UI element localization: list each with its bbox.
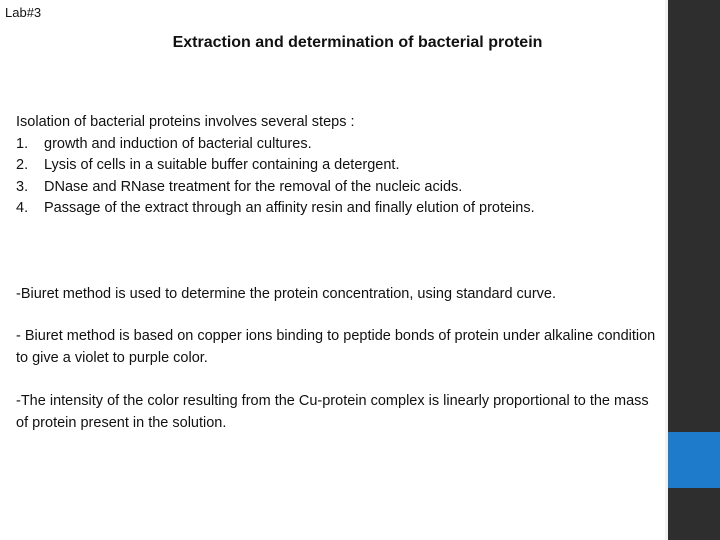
steps-section: [16, 112, 535, 220]
step-number: 3.: [16, 178, 29, 195]
biuret-principle-paragraph: - Biuret method is based on copper ions binding to peptide bonds of protein under alkaline condition to give a violet to purple color.: [16, 328, 656, 366]
step-text: Lysis of cells in a suitable buffer containing a detergent.: [44, 157, 400, 173]
step-text: growth and induction of bacterial cultures.: [44, 135, 312, 152]
step-number: 1.: [16, 135, 29, 152]
list-item: [16, 155, 535, 177]
intro-text: Isolation of bacterial proteins involves several steps :: [16, 114, 355, 130]
list-item: [16, 177, 535, 199]
step-number: 4.: [16, 200, 29, 216]
list-item: [16, 134, 535, 156]
biuret-method-paragraph: -Biuret method is used to determine the protein concentration, using standard curve.: [16, 286, 557, 302]
list-item: [16, 198, 535, 220]
step-text: DNase and RNase treatment for the removal of the nucleic acids.: [44, 178, 463, 195]
step-number: 2.: [16, 157, 29, 173]
step-text: Passage of the extract through an affinity resin and finally elution of proteins.: [44, 200, 535, 216]
slide-title: Extraction and determination of bacterial protein: [172, 34, 543, 51]
accent-block: [668, 432, 720, 488]
color-intensity-paragraph: -The intensity of the color resulting from the Cu-protein complex is linearly proportional to the mass of protein present in the solution.: [16, 393, 649, 431]
steps-list: [16, 134, 535, 220]
lab-label: Lab#3: [5, 5, 42, 20]
